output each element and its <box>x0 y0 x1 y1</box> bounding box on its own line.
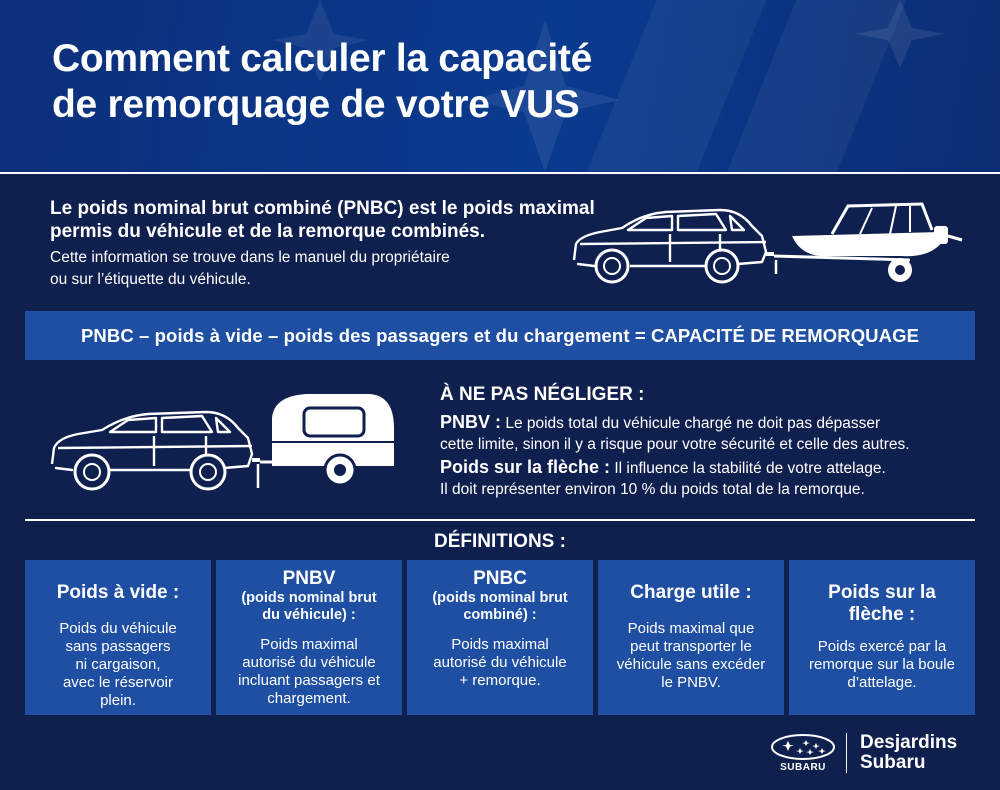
card-body <box>238 636 380 708</box>
definition-card-poids-sur-la-fleche <box>789 560 975 715</box>
card-body <box>617 620 765 692</box>
card-body-line: chargement. <box>267 690 351 707</box>
pnbv-note <box>440 412 980 455</box>
card-body <box>433 636 566 690</box>
intro-sub <box>50 247 570 291</box>
header-divider <box>0 172 1000 174</box>
card-body-line: autorisé du véhicule <box>242 654 376 671</box>
card-body-line: ni cargaison, <box>75 656 161 673</box>
card-body-line: Poids maximal que <box>627 620 755 637</box>
card-body-line: avec le réservoir <box>62 674 174 691</box>
subaru-logo-icon <box>770 734 836 760</box>
card-body-line: le PNBV. <box>661 674 721 691</box>
card-subtitle <box>241 590 376 624</box>
card-subtitle-line: (poids nominal brut <box>432 590 568 606</box>
fleche-text-line-1: Il influence la stabilité de votre attelage. <box>610 460 886 477</box>
fleche-note <box>440 457 980 500</box>
card-title-line: Poids sur la <box>828 582 936 603</box>
card-body-line: Poids du véhicule <box>59 620 177 637</box>
subaru-logo-text: SUBARU <box>780 762 826 773</box>
fleche-label: Poids sur la flèche : <box>440 457 611 477</box>
definition-card-poids-a-vide <box>25 560 211 715</box>
definition-card-pnbv <box>216 560 402 715</box>
section-divider <box>25 519 975 521</box>
pnbv-label: PNBV : <box>440 412 502 432</box>
card-subtitle-line: du véhicule) : <box>262 607 356 623</box>
card-body-line: d’attelage. <box>847 674 917 691</box>
card-title: Poids à vide : <box>56 582 180 603</box>
card-body-line: + remorque. <box>459 672 541 689</box>
pnbv-text-line-1: Le poids total du véhicule chargé ne doit pas dépasser <box>501 415 881 432</box>
definitions-title: DÉFINITIONS : <box>434 531 566 552</box>
dealer-name-line-2: Subaru <box>860 752 926 773</box>
suv-boat-trailer-icon <box>570 200 970 290</box>
dealer-name <box>860 733 957 773</box>
card-body-line: autorisé du véhicule <box>433 654 567 671</box>
card-body-line: remorque sur la boule <box>809 656 955 673</box>
fleche-text-line-2: Il doit représenter environ 10 % du poids total de la remorque. <box>440 481 865 498</box>
card-title: PNBV <box>282 568 336 589</box>
card-title-line: flèche : <box>848 604 916 625</box>
card-body-line: sans passagers <box>65 638 171 655</box>
card-subtitle <box>432 590 567 624</box>
title-line-2: de remorquage de votre VUS <box>52 83 580 126</box>
title-line-1: Comment calculer la capacité <box>52 37 592 80</box>
card-body <box>59 620 177 710</box>
suv-camper-trailer-icon <box>48 388 408 498</box>
header-banner <box>0 0 1000 172</box>
intro-sub-line-2: ou sur l’étiquette du véhicule. <box>50 271 251 288</box>
card-title: Charge utile : <box>630 582 752 603</box>
intro-lead-line-2: permis du véhicule et de la remorque combinés. <box>50 221 486 242</box>
card-body-line: peut transporter le <box>630 638 752 655</box>
notes-title: À NE PAS NÉGLIGER : <box>440 384 645 405</box>
card-body-line: Poids maximal <box>451 636 549 653</box>
pnbv-text-line-2: cette limite, sinon il y a risque pour votre sécurité et celle des autres. <box>440 436 910 453</box>
card-title: PNBC <box>473 568 527 589</box>
card-body-line: véhicule sans excéder <box>616 656 766 673</box>
card-subtitle-line: (poids nominal brut <box>241 590 377 606</box>
card-body-line: incluant passagers et <box>238 672 380 689</box>
card-subtitle-line: combiné) : <box>463 607 537 623</box>
intro-lead-line-1: Le poids nominal brut combiné (PNBC) est le poids maximal <box>50 198 595 219</box>
definition-card-pnbc <box>407 560 593 715</box>
page-title <box>52 36 592 128</box>
card-body-line: plein. <box>100 692 136 709</box>
intro-lead <box>50 197 650 243</box>
formula-banner: PNBC – poids à vide – poids des passagers et du chargement = CAPACITÉ DE REMORQUAGE <box>25 311 975 360</box>
definition-cards <box>25 560 975 715</box>
card-body <box>809 638 955 692</box>
intro-sub-line-1: Cette information se trouve dans le manuel du propriétaire <box>50 249 450 266</box>
definition-card-charge-utile <box>598 560 784 715</box>
card-body-line: Poids maximal <box>260 636 358 653</box>
footer-separator <box>846 733 847 773</box>
dealer-name-line-1: Desjardins <box>860 732 958 753</box>
card-body-line: Poids exercé par la <box>817 638 947 655</box>
card-title <box>828 582 936 626</box>
